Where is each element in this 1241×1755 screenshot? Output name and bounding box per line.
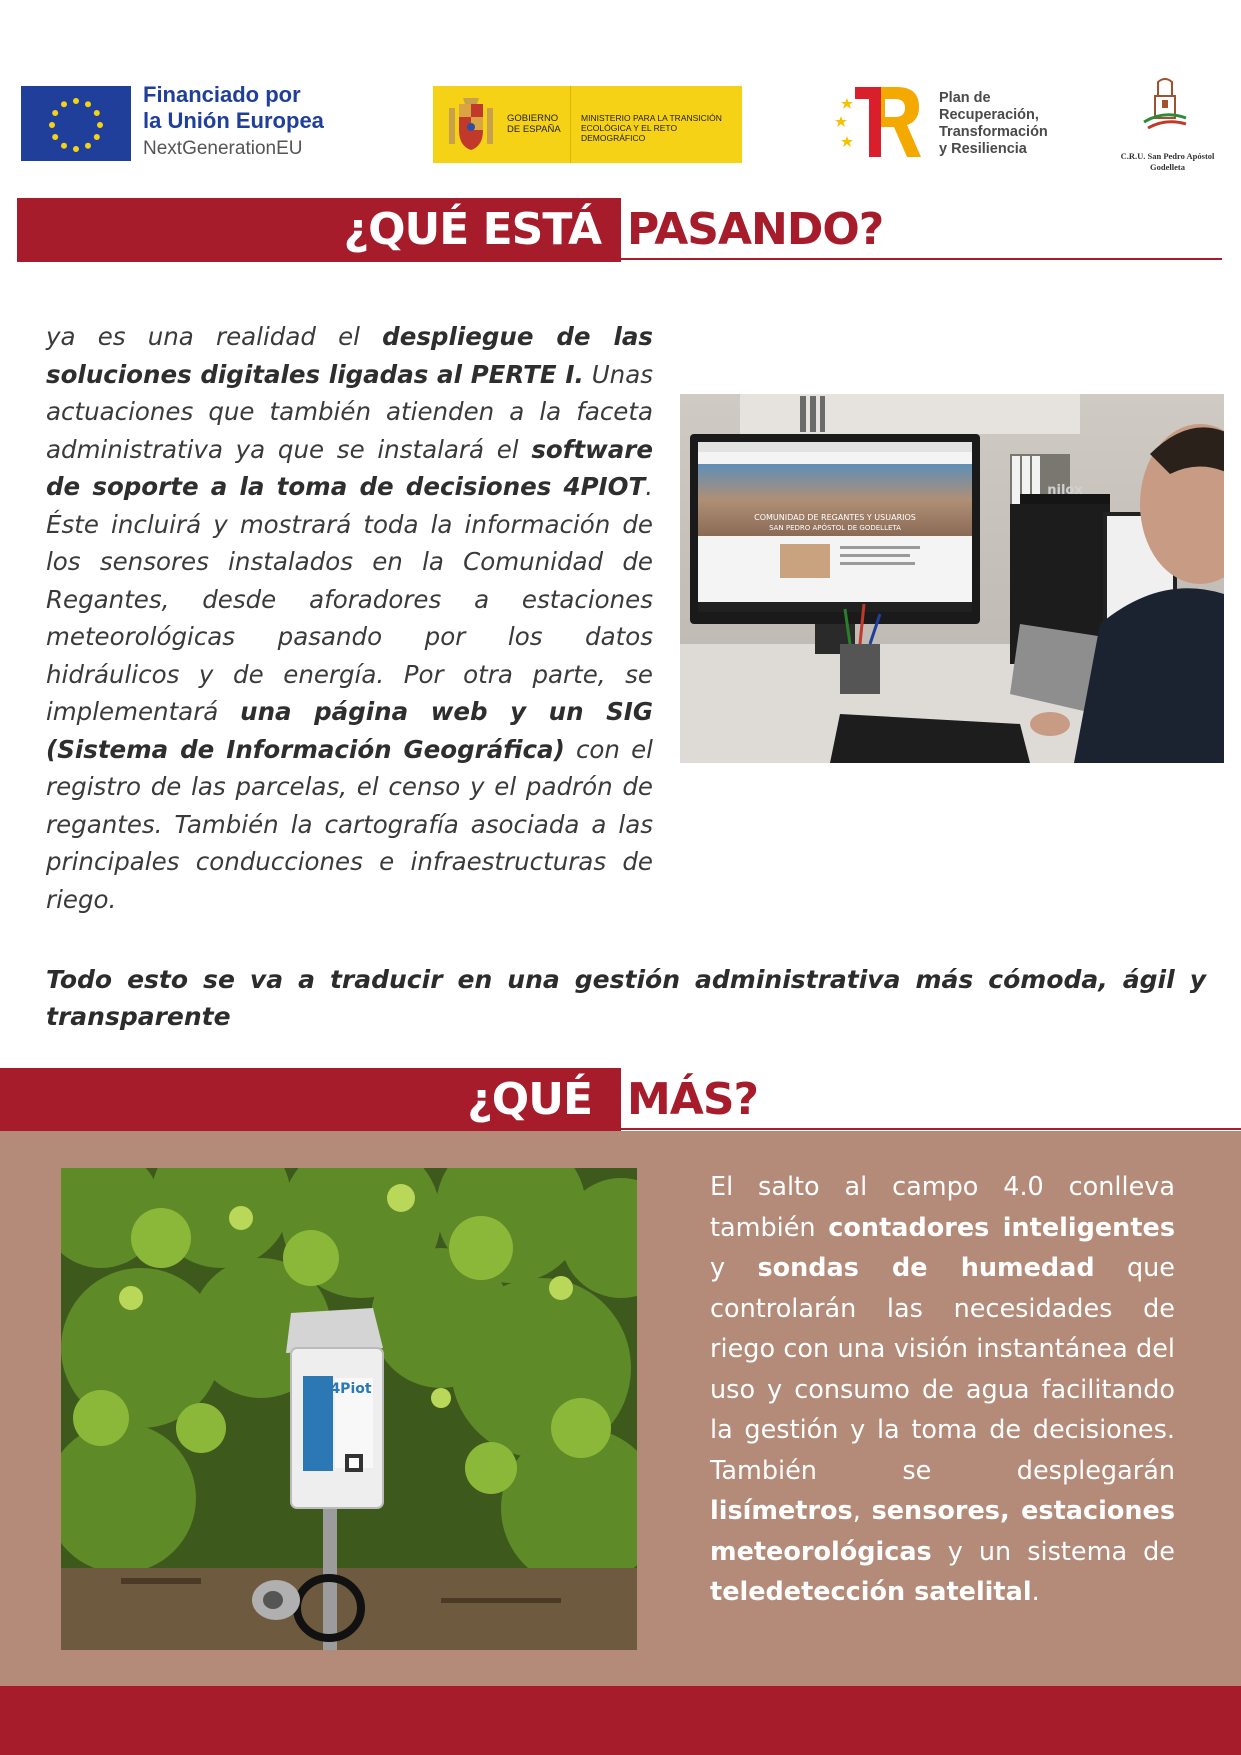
section1-banner: [17, 198, 621, 262]
p2-bold-1: contadores inteligentes: [828, 1212, 1175, 1243]
recovery-plan-tr-logo: [833, 84, 923, 160]
section2-heading-underline: [621, 1128, 1241, 1130]
section2-paragraph: [710, 1167, 1175, 1613]
recovery-plan-text: [939, 90, 1069, 158]
p2-bold-5: teledetección satelital: [710, 1577, 1032, 1607]
section1-paragraph: [46, 318, 653, 918]
monitor-brand-label: nilox: [1047, 483, 1083, 498]
cru-line-2: Godelleta: [1150, 162, 1185, 172]
ministerio-text: MINISTERIO PARA LA TRANSICIÓN ECOLÓGICA Y EL RETO DEMOGRÁFICO: [581, 113, 722, 143]
plan-line-2: Recuperación,: [939, 107, 1039, 123]
eu-line-1: Financiado por: [143, 82, 301, 107]
eu-flag-logo: [21, 86, 131, 161]
p1-bold-3: una página web y un SIG (Sistema de Información Geográfica): [46, 697, 653, 764]
footer-band: [0, 1686, 1241, 1755]
p1-bold-1: despliegue de las soluciones digitales ligadas al PERTE I.: [46, 322, 653, 389]
cru-line-1: C.R.U. San Pedro Apóstol: [1120, 151, 1215, 161]
section2-heading-left: ¿QUÉ: [467, 1074, 592, 1125]
p2-text-1: El salto al campo 4.0 conlleva también: [710, 1172, 1175, 1243]
p2-text-5: y un sistema de: [931, 1536, 1175, 1567]
p1-text-1: ya es una realidad el: [46, 322, 383, 351]
p1-bold-2: software de soporte a la toma de decisiones 4PIOT: [46, 434, 653, 501]
p2-text-4: ,: [852, 1496, 872, 1526]
logo-divider: [570, 86, 571, 163]
p2-text-6: .: [1031, 1577, 1040, 1607]
p1-text-3: . Éste incluirá y mostrará toda la información de los sensores instalados en la Comunidad de Regantes, desde aforadores a estaciones meteorológicas pasando por los datos hidráulicos y de energía. Por otra parte, se implementará: [46, 472, 653, 726]
section1-heading-underline: [621, 258, 1222, 260]
eu-line-2: la Unión Europea: [143, 108, 324, 133]
plan-line-3: Transformación: [939, 124, 1048, 140]
p2-text-2: y: [710, 1253, 758, 1283]
plan-line-1: Plan de: [939, 90, 991, 106]
section1-heading-left: ¿QUÉ ESTÁ: [343, 204, 601, 255]
coat-of-arms-icon: [445, 96, 497, 154]
eu-funding-text: [143, 82, 324, 162]
section1-heading-right: PASANDO?: [627, 204, 884, 255]
gobierno-espana-logo: [433, 86, 742, 163]
section2-banner: [0, 1068, 621, 1131]
cru-text: [1110, 151, 1225, 173]
p2-bold-4: sensores, estaciones meteorológicas: [710, 1496, 1176, 1567]
p1-text-4: con el registro de las parcelas, el censo y el padrón de regantes. También la cartografía asociada a las principales conducciones e infraestructuras de riego.: [46, 734, 653, 914]
orchard-sensor-photo: [61, 1168, 637, 1650]
p2-bold-2: sondas de humedad: [757, 1253, 1095, 1283]
eu-line-3: NextGenerationEU: [143, 138, 303, 159]
plan-line-4: y Resiliencia: [939, 141, 1027, 157]
screen-title-line-1: COMUNIDAD DE REGANTES Y USUARIOS: [754, 513, 916, 522]
screen-title-line-2: SAN PEDRO APÓSTOL DE GODELLETA: [769, 524, 901, 532]
gobierno-text: GOBIERNO DE ESPAÑA: [507, 113, 561, 135]
p2-bold-3: lisímetros: [710, 1496, 853, 1526]
section2-heading-right: MÁS?: [627, 1074, 759, 1125]
sensor-brand-label: 4Piot: [330, 1381, 372, 1397]
cru-bell-tower-logo: [1140, 78, 1190, 140]
p2-text-3: que controlarán las necesidades de riego con una visión instantánea del uso y consumo de agua facilitando la gestión y la toma de decisiones. También se desplegarán: [710, 1253, 1175, 1486]
summary-statement: Todo esto se va a traducir en una gestión administrativa más cómoda, ágil y transparente: [46, 965, 1206, 1031]
p1-text-2: Unas actuaciones que también atienden a la faceta administrativa ya que se instalará el: [46, 359, 653, 464]
office-computer-photo: [680, 394, 1224, 763]
